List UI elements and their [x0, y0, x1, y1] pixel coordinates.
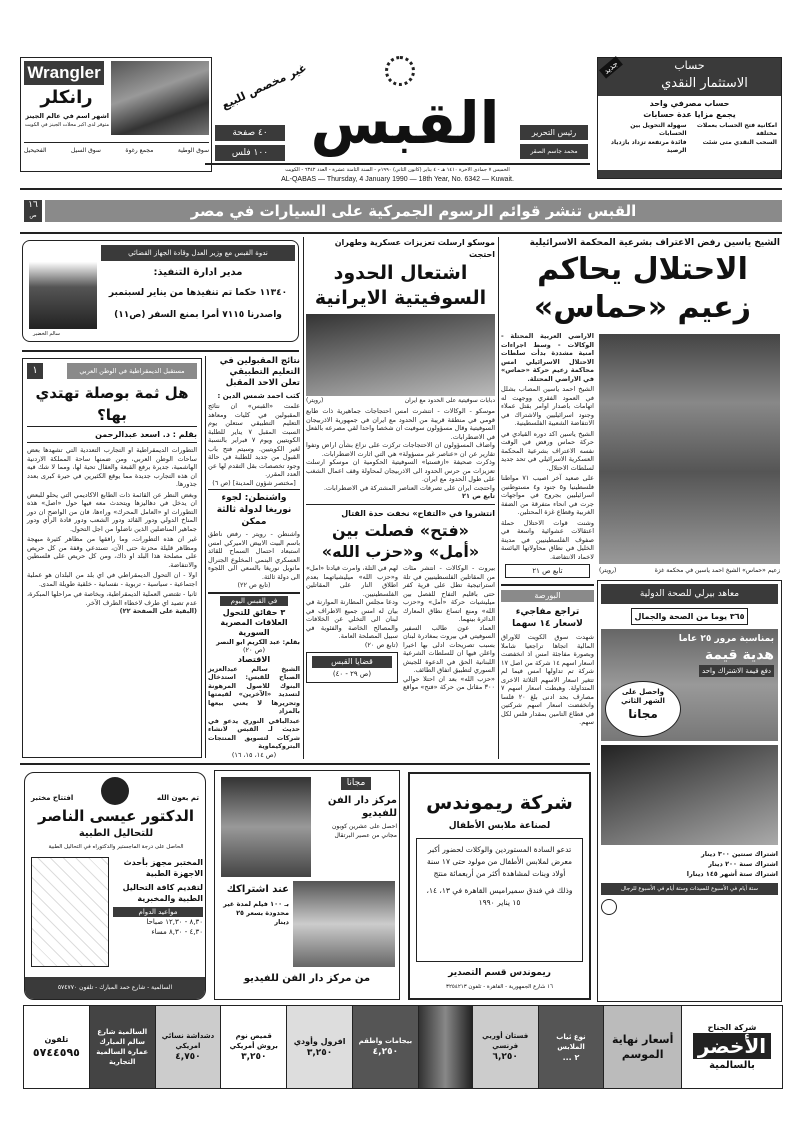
banner-page-ref — [24, 200, 42, 222]
item-label: بيجامات واطقم — [358, 1037, 413, 1045]
price-line: اشتراك ستة أشهر ١٤٥ دينارا — [686, 870, 778, 878]
nadwa-box — [22, 240, 299, 342]
doctor-hours: ٤,٣٠ - ٨,٣٠ مساء — [151, 928, 203, 936]
hamas-head1: الاحتلال يحاكم — [537, 252, 748, 287]
ad-video-center — [214, 770, 400, 1000]
paragraph: واحتجت ايران على تصرفات العناصر المشتركة في الاضطرابات. — [323, 483, 495, 492]
location-map — [31, 857, 109, 967]
crescent-icon — [101, 777, 129, 805]
item-price: ٦,٢٥٠ — [492, 1052, 518, 1062]
health-photo — [601, 629, 778, 741]
fatah-head2: «أمل» و«حزب الله» — [321, 542, 480, 561]
paragraph: علمت «القبس» ان نتائج المقبولين في كليات ومعاهد التعليم التطبيقي ستعلن يوم السبت المقبل ٧ يناير للطلبة الكويتيين ويوم ٧ فبراير بالنسبة لغير الكويتيين. وسيتم فتح باب القبول من جديد للطلبة في حالة وجود تخصصات بقل التقدم لها عن العدد المقرر. — [208, 402, 300, 478]
phone-block — [24, 1006, 89, 1088]
doctor-address: السالمية - شارع حمد المبارك - تلفون ٥٧٤٧٧٠ — [25, 977, 205, 999]
banner-page-label: ص — [29, 212, 37, 219]
video-sub2: بـ ١٠٠ فيلم لمدة غير محدودة بسعر ٢٥ دينار — [223, 900, 289, 926]
middle-column — [306, 237, 495, 692]
newspaper-logo: القبس — [310, 89, 500, 157]
bank-point: سهولة التحويل بين الحسابات — [630, 122, 687, 137]
bourse-column — [501, 584, 594, 727]
soviet-head1: اشتعال الحدود — [333, 262, 468, 284]
paragraph: وشنت قوات الاحتلال حملة اعتقالات عشوائية واسعة في صفوف الفلسطينيين في مدينة الخليل في نطاق محاولاتها اليائسة لاخماد الانتفاضة. — [501, 518, 594, 561]
fatah-head1: «فتح» فصلت بين — [332, 521, 469, 540]
series-title: مستقبل الديمقراطية في الوطن العربي — [67, 363, 197, 379]
soviet-kicker: موسكو ارسلت تعزيزات عسكرية وطهران احتجت — [334, 238, 495, 259]
health-offer: ٣٦٥ يوما من الصحة والجمال — [631, 608, 748, 625]
soviet-credit: (رويتر) — [306, 397, 324, 404]
video-free: مجانا — [341, 777, 372, 790]
date-line-en: AL-QABAS — Thursday, 4 January 1990 — 18th Year, No. 6342 — Kuwait. — [281, 176, 514, 183]
wrangler-tag: اشهر اسم في عالم الجينز — [25, 112, 109, 120]
paragraph: الشيخ احمد ياسين المصاب بشلل في العمود الفقري ووجهت له اتهامات باصدار اوامر بقتل عملاء وجنود اسرائيليين والاشتراك في الانتفاضة الشعبية الفلسطينية. — [501, 385, 594, 427]
health-prices — [601, 849, 778, 879]
econ-label: الاقتصاد — [237, 654, 271, 664]
rule — [22, 350, 299, 352]
item — [352, 1006, 418, 1088]
raymonds-sub: لصناعة ملابس الأطفال — [448, 821, 551, 831]
ad-raymonds — [408, 772, 591, 1000]
today-headline: ٣ حقائق للتحول العلاقات المصرية السورية — [220, 607, 288, 637]
raymonds-address: ١٦ شارع الجمهورية - القاهرة - تلفون ٣٢٥٤٢١٣ — [446, 984, 553, 990]
date-line-ar: الخميس ٧ جمادى الاخرة ١٤١٠ هـ - ٤ يناير (كانون الثاني) ١٩٩٠م - السنة الثامنة عشرة - العدد ٦٣٤٢ - الكويت — [285, 167, 510, 173]
soviet-headline — [306, 261, 495, 311]
item-label: دشداشة نسائي امريكي — [161, 1032, 215, 1050]
video-sub: عند اشتراكك — [226, 884, 289, 895]
item-q: ٢ ... — [562, 1052, 580, 1062]
item-label: نوع ثياب الملابس — [556, 1032, 586, 1051]
address-cell — [89, 1006, 155, 1088]
ad-bottom-banner — [23, 1005, 783, 1089]
free1: واحصل على — [621, 688, 665, 696]
health-free-circle — [605, 681, 681, 737]
series-number: ١ — [27, 363, 43, 379]
item-price: ٤,٢٥٠ — [372, 1047, 399, 1057]
hamas-caption: زعيم «حماس» الشيخ احمد ياسين في محكمة غزة — [654, 567, 780, 574]
bank-sub2: يجمع مزايا عدة حسابات — [643, 110, 736, 119]
doctor-hours-label: مواعيد الدوام — [113, 907, 203, 917]
paragraph: على صعيد آخر اصيب ٧١ مواطنا فلسطينيا و٥ جنود و٤ مستوطنين اسرائيليين بجروح في مواجهات جرت في انحاء متفرقة من الضفة الغربية وقطاع غزة المحتلين. — [501, 474, 595, 516]
ad-wrangler — [20, 57, 212, 172]
hamas-headline — [505, 251, 780, 327]
paragraph: التطورات الديمقراطية او التجارب التعددية التي تشهدها بعض ساحات الوطن العربي، ومن ضمنها ساحة المملكة الاردنية الهاشمية، جديرة برفع القبعة والعقال تحية لها، ومما لا شك فيه ان هذه التجارب جديدة مما يوقع الكثيرين في حيرة كبرى بعدد جذورها. — [27, 446, 197, 488]
page-ref: (ص ١٤، ١٥، ١٦) — [231, 750, 277, 759]
raymonds-dept: ريموندس قسم التصدير — [448, 968, 551, 978]
health-photo2 — [601, 745, 778, 845]
editor-name: محمد جاسم الصقر — [520, 144, 588, 159]
paragraph: واشنطن - رويتر - رفض ناطق باسم البيت الابيض الاميركي امس استبعاد احتمال السماح للقائد العسكري البنمي المخلوع الجنرال مانويل نوريغا بالسعي الى اللجوء الى دولة ثالثة. — [208, 530, 300, 581]
bank-title2: الاستثمار النقدي — [661, 76, 748, 91]
bank-point: امكانية فتح الحساب بعملات مختلفة — [696, 122, 777, 137]
brand-cell — [681, 1006, 782, 1088]
paragraph: الشيخ سالم عبدالعزيز الصباح للقبس: استدخال البنوك للاصول المرهونة لتسديد «الآخرين» لقيمتها وتحريرها لا يعني بيعها بالمزاد — [208, 664, 300, 715]
doctor-name: الدكتور عيسى الناصر — [38, 807, 194, 825]
page-ref: (ص ٢٠) — [243, 646, 265, 654]
paragraph: وذكرت صحيفة «ازفستيا» السوفيتية الحكومية ان موسكو ارسلت تعزيزات من حرس الحدود الى الاذربيجان لمحاولة وقف اعمال الشغب على طول الحدود مع ايران. — [306, 458, 495, 483]
banner-headline — [45, 200, 782, 222]
hamas-photo — [599, 334, 780, 564]
bank-sub: حساب مصرفي واحد — [649, 99, 730, 108]
bank-point: السحب النقدي متى شئت — [702, 139, 777, 146]
bourse-headline: تراجع مفاجيء لاسعار ١٤ سهما — [512, 607, 583, 629]
not-for-sale-stamp: غير مخصص للبيع — [219, 61, 309, 112]
masthead-rule — [205, 163, 590, 165]
bank-points — [598, 120, 781, 157]
health-hours: ستة أيام في الأسبوع للسيدات وستة أيام في الأسبوع للرجال — [601, 883, 778, 895]
bourse-label: البورصة — [501, 590, 594, 602]
banner-text: القبس تنشر قوائم الرسوم الجمركية على السيارات في مصر — [190, 202, 637, 220]
sun-emblem-icon — [385, 56, 415, 86]
byline: بقلم: عبد الكريم ابو النصر — [216, 637, 300, 646]
item-price: ٣,٢٥٠ — [241, 1052, 267, 1062]
doctor-pre: تم بعون الله — [156, 794, 199, 802]
rule — [306, 504, 495, 506]
item — [538, 1006, 604, 1088]
shop: مجمع رغوة — [125, 147, 154, 154]
democracy-title: هل ثمة بوصلة تهتدي بها؟ — [35, 384, 189, 424]
raymonds-place: وذلك في فندق سميراميس القاهرة في ١٣، ١٤، ١٥ يناير ١٩٩٠ — [426, 886, 573, 907]
democracy-article — [22, 358, 202, 758]
ad-health-club — [597, 580, 782, 1002]
video-store-photo — [221, 777, 311, 877]
hamas-caption-row — [599, 566, 780, 575]
season: أسعار نهاية الموسم — [611, 1033, 674, 1061]
washington-title: واشنطن: لجوء نوريغا لدولة ثالثة ممكن — [208, 489, 300, 528]
paragraph: وبغض النظر عن القائمة ذات الطابع الاكاديمي التي يحلو للبعض ان يدخل في دهاليزها ويتحدث معه فيها حول «اصل» هذه التطورات او «العامل المحرك» وراءها، فان من الواضح ان دور المناخ الدولي ودور القائد ودور الشعب ودور قادة الرأي ودور جماهير المناضلين الذين ناضلوا من اجل التحول. — [27, 490, 197, 533]
paragraph: الشيخ ياسين اكد دوره القيادي في حركة حماس ورفض في الوقت نفسه الاعتراف بشرعية المحكمة العسكرية الاسرائيلي في تحد جديد لسلطات الاحتلال. — [501, 429, 594, 472]
paragraph: العماد عون طالب السفير السوفيتي في بيروت بمغادرة لبنان بسبب تصريحات ادلى بها اخيرا واعلن فيها ان للسلطات الشرعية اللبنانية الحق في الدعوة للجيش السوري لتطبيق اتفاق الطائف. — [403, 623, 495, 674]
nadwa-line2: ١١٣٤٠ حكما تم تنفيذها من يناير لسبتمبر — [108, 288, 288, 298]
paragraph: اولا - ان التحول الديمقراطي في اي بلد من البلدان هو عملية اجتماعية - سياسية - تربوية - نفسانية - خلقية طويلة المدى. — [27, 571, 197, 588]
continued: (تابع ص ٢٠) — [364, 640, 398, 649]
hamas-credit: (رويتر) — [599, 567, 617, 574]
results-title: نتائج المقبولين في التعليم التطبيقي تعلن الاحد المقبل — [219, 356, 300, 388]
paragraph: بيروت - الوكالات - انتشر مئات من المقاتلين الفلسطينيين في تلة استراتيجية تطل على قرية كفر حتى باقليم التفاح للفصل بين ميليشيات حركة «أمل» و«حزب الله» ومنع اتساع نطاق المعارك الدائرة بينهما. — [403, 564, 495, 623]
wrangler-logo: Wrangler — [24, 61, 104, 85]
bank-header — [598, 58, 781, 96]
nadwa-title: ندوة القبس مع وزير العدل وقادة الجهاز القضائي — [101, 245, 295, 261]
paragraph: غير ان هذه التطورات، وما رافقها من مظاهر كثيرة مبهجة ومظاهر قليلة محزنة حتى الآن، تستدعي وقفة من كل حريص على مصلحة هذا البلد او ذاك، ومن كل حريص على فلسطين والانتفاضة. — [27, 535, 197, 569]
top-rule — [20, 188, 782, 190]
hamas-more: تابع ص ٢١ — [505, 564, 590, 578]
col-divider — [498, 237, 499, 759]
col-divider — [303, 237, 304, 759]
model-photo — [418, 1006, 472, 1088]
fatah-kicker: انتشروا في «التفاح» نخفت حدة القتال — [341, 509, 495, 518]
hamas-kicker: الشيخ ياسين رفض الاعتراف بشرعية المحكمة الاسرائيلية — [529, 238, 780, 248]
item-label: قميص نوم بروش أمريكي — [229, 1032, 278, 1050]
shop: الفحيحيل — [24, 147, 47, 154]
doctor-details — [113, 857, 203, 937]
shop: سوق الوطية — [177, 147, 209, 154]
globe-logo-icon — [601, 899, 617, 915]
item — [472, 1006, 538, 1088]
doctor-hours: ٨,٣٠ - ١٢,٣٠ صباحا — [146, 918, 203, 926]
soviet-head2: السوفيتية الايرانية — [314, 287, 487, 309]
soviet-caption-row — [306, 396, 495, 405]
paragraph: ثانيا - تقتضي العملية الديمقراطية، وبخاصة في مراحلها المبكرة، عدم تصيد اي طرف لاخطاء الطرف الآخر. — [27, 590, 197, 607]
address: السالمية شارع سالم المبارك عمارة السالمية التجارية — [96, 1028, 149, 1066]
item-price: ٣,٢٥٠ — [306, 1047, 333, 1058]
soviet-more: تابع ص ٢١ — [462, 492, 495, 500]
price-line: اشتراك سنتين ٣٠٠ دينار — [700, 850, 778, 858]
soviet-caption: دبابات سوفيتية على الحدود مع ايران — [404, 397, 495, 404]
new-badge: جديد — [599, 56, 623, 78]
price: ١٠٠ فلس — [215, 145, 285, 161]
doctor-bullet: لتقديم كافة التحاليل الطبية والمخبرية — [122, 883, 203, 903]
health-promo: بمناسبة مرور ٢٥ عاما — [678, 634, 774, 644]
item-price: ٤,٧٥٠ — [175, 1052, 201, 1062]
doctor-bullet: المختبر مجهز بأحدث الاجهزة الطبية — [123, 858, 203, 878]
health-gift: هدية قيمة — [704, 647, 774, 663]
video-offer-block — [221, 883, 289, 927]
fatah-headline — [306, 520, 495, 562]
doctor-sub: للتحاليل الطبية — [78, 828, 154, 839]
nadwa-photo-caption: سالم الخضير — [33, 331, 60, 337]
qadaya-pages: (ص ٢٩ - ٤٠) — [332, 670, 372, 678]
soviet-photo — [306, 314, 495, 396]
bank-footer — [598, 170, 781, 178]
ad-doctor-lab — [24, 772, 206, 1000]
health-join: دفع قيمة الاشتراك واحد — [699, 665, 774, 677]
nadwa-photo — [29, 245, 97, 329]
item — [155, 1006, 221, 1088]
continued: (البقية على الصفحة ٢٢) — [119, 607, 197, 615]
video-offer: احصل على عشرين كوبون مجاني من عصير البرتقال — [331, 823, 397, 839]
col-divider — [205, 356, 206, 758]
video-header — [315, 777, 397, 840]
item — [286, 1006, 352, 1088]
doctor-open: افتتاح مختبر — [31, 794, 74, 802]
video-interior-photo — [293, 881, 395, 967]
phone-number: ٥٧٤٤٥٩٥ — [32, 1046, 80, 1059]
item-label: فستان أوربي فرنسي — [482, 1032, 529, 1050]
qadaya-box[interactable] — [306, 652, 398, 683]
wrangler-name-ar: رانكلر — [40, 87, 93, 108]
brand: الأخضر — [693, 1033, 771, 1059]
paragraph: واضاف المسؤولون ان الاحتجاجات تركزت على نزاع بشأن اراض وتفوا تقارير عن ان «عناصر غير مسؤولة» هي التي اثارت الاضطرابات. — [306, 441, 495, 458]
company: شركة الجناح — [707, 1022, 757, 1032]
item — [220, 1006, 286, 1088]
banner-page: ١٦ — [28, 200, 38, 210]
fatah-body — [306, 564, 495, 692]
free2: الشهر الثاني — [621, 697, 665, 705]
video-name: مركز دار الفن للفيديو — [327, 795, 397, 819]
paragraph: ودعا مجلس المطارنة الموارنة في بيان له امس جميع الاطراف في لبنان الى التخلي عن الخلافات والمصالح الخاصة والفئوية في سبيل المصلحة العامة. — [306, 598, 398, 640]
wrangler-shops — [24, 142, 209, 154]
nadwa-line1: مدير ادارة التنفيذ: — [153, 267, 243, 278]
byline: بقلم : د. اسعد عبدالرحمن — [27, 426, 197, 443]
paragraph: الاراضي العربية المحتلة - الوكالات - وسط اجراءات امنية مشددة بدأت سلطات الاحتلال الاسرائيلي امس محاكمة زعيم حركة «حماس» في الاراضي المحتلة. — [501, 332, 594, 383]
bank-point: فائدة مرتفعة تزداد بازدياد الرصيد — [610, 139, 687, 154]
brand2: بالسالمية — [709, 1059, 755, 1071]
rule — [20, 763, 590, 765]
bank-title: حساب — [674, 59, 705, 72]
raymonds-invite-box — [416, 838, 583, 962]
phone-label: تلفون — [44, 1035, 69, 1044]
wrangler-tag2: متوفر لدى اكبر محلات الجينز في الكويت — [24, 122, 109, 128]
paragraph: موسكو - الوكالات - انتشرت امس احتجاجات جماهيرية ذات طابع قومي في منطقة قريبة من الحدود مع ايران في جمهورية الاذربيجان السوفيتية وقال مسؤولون سوفيت ان شخصا واحدا لقي مصرعه بالفعل في الاضطرابات. — [306, 407, 495, 441]
ad-bank — [597, 57, 782, 179]
item-label: افرول وأودي — [293, 1036, 346, 1046]
qadaya-label: قضايا القبس — [312, 656, 392, 668]
today-box — [208, 592, 300, 760]
banner-rule — [20, 232, 782, 234]
nadwa-line3: واصدرنا ٧١١٥ أمرا بمنع السفر (ص١١) — [114, 310, 282, 320]
video-footer: من مركز دار الفن للفيديو — [243, 973, 371, 984]
wrangler-photo — [111, 61, 209, 135]
editor-label: رئيس التحرير — [520, 125, 588, 140]
paragraph: شهدت سوق الكويت للاوراق المالية اتجاها تراجعيا شاملا وبصورة مفاجئة امس اذ انخفضت اسعار اسهم ١٤ شركة من اصل ١٧ شركة تم تداولها امس فيما لم تتغير اسعار الاسهم الثلاثة الاخرى المتداولة. وهبطت اسعار اسهم ٧ مصارف بحد ادنى بلغ ٢٠ فلسا وانخفضت اسعار اسهم شركتين في قطاع التامين بمقدار فلس لكل سهم. — [501, 633, 595, 726]
paragraph: عبدالباقي النوري يدعو في حديث لـ القبس لانشاء شركات لتسويق المنتجات البتروكيماوية — [208, 716, 300, 750]
hamas-head2: زعيم «حماس» — [533, 290, 752, 325]
ref: [مختصر شؤون المدينة] (ص ٦) — [212, 478, 296, 487]
raymonds-invite: تدعو السادة المستوردين والوكلات لحضور أكبر معرض لملابس الأطفال من مولود حتى ١٧ سنة أولاد وبنات لمشاهدة أكثر من أربعمائة منتج — [426, 845, 573, 878]
doctor-cred: الحاصل على درجة الماجستير والدكتوراه في التحاليل الطبية — [48, 844, 184, 850]
today-label: في القبس اليوم — [220, 596, 288, 606]
paragraph: «حزب الله» بعد ان احتلا حوالي ٣٠٠ مقاتل من حركة «فتح» مواقع لهم في التلة، وامرت قيادتا «امل» و«حزب الله» ميليشياتهما بعدم اطلاق النار على المقاتلين الفلسطينيين. — [306, 564, 495, 691]
raymonds-name: شركة ريموندس — [426, 792, 573, 814]
results-column — [208, 356, 300, 759]
continued: (تابع ص ٢٢) — [237, 581, 271, 589]
health-title: معاهد بيرلي للصحة الدولية — [601, 584, 778, 604]
shop: سوق السيل — [70, 147, 101, 154]
series-header — [27, 363, 197, 379]
price-line: اشتراك سنة ٢٠٠ دينار — [708, 860, 778, 868]
season-cell — [603, 1006, 681, 1088]
byline: كتب احمد شمس الدين : — [217, 392, 300, 400]
free3: مجانا — [628, 707, 658, 721]
hamas-body — [501, 332, 594, 727]
pages-count: ٤٠ صفحة — [215, 125, 285, 141]
